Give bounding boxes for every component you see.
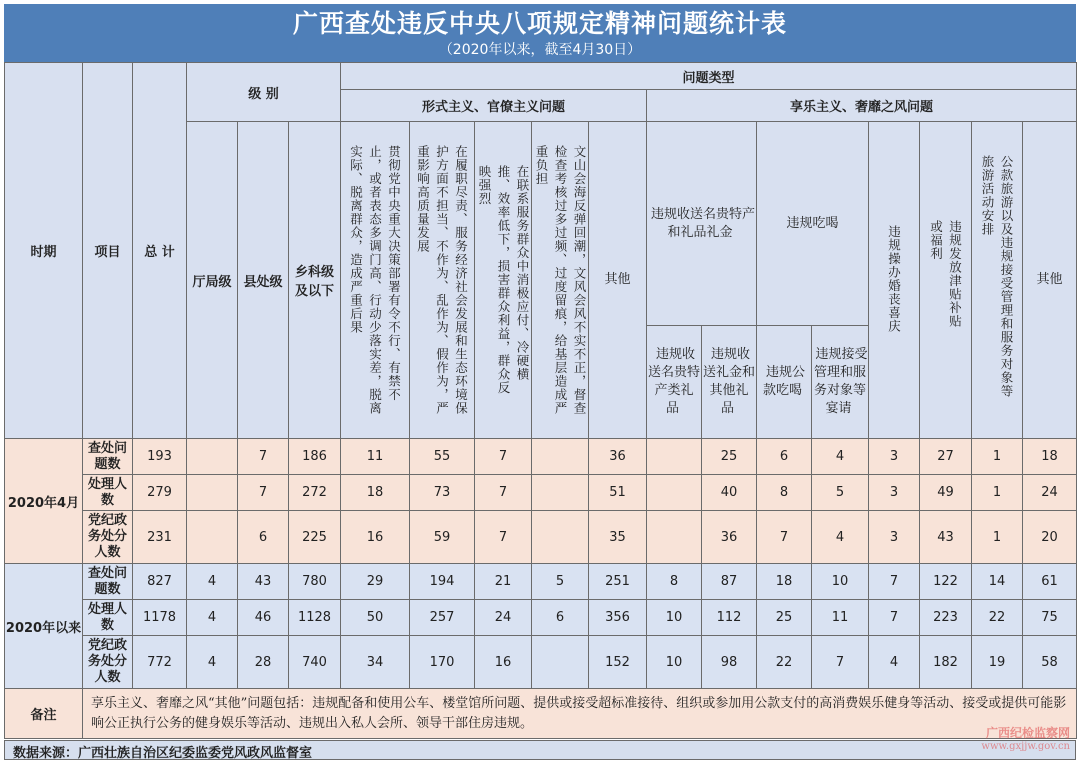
value-cell: 7: [475, 475, 532, 511]
value-cell: 29: [341, 564, 410, 600]
value-cell: 7: [475, 511, 532, 564]
header-item: 项目: [83, 63, 133, 439]
value-cell: 186: [289, 439, 341, 475]
value-cell: [647, 439, 702, 475]
value-cell: 18: [341, 475, 410, 511]
header-formalism-4: 文山会海反弹回潮，文风会风不实不正，督查检查考核过多过频、过度留痕，给基层造成严重负担: [532, 122, 589, 439]
value-cell: 7: [869, 600, 920, 636]
page-subtitle: （2020年以来，截至4月30日）: [438, 42, 642, 58]
page-title: 广西查处违反中央八项规定精神问题统计表: [292, 9, 787, 38]
value-cell: 16: [341, 511, 410, 564]
value-cell: 28: [238, 636, 289, 689]
value-cell: 740: [289, 636, 341, 689]
table-row: [5, 600, 1077, 636]
value-cell: 40: [702, 475, 757, 511]
value-cell: 73: [410, 475, 475, 511]
value-cell: 10: [812, 564, 869, 600]
header-gifts-group: 违规收送名贵特产和礼品礼金: [647, 122, 757, 326]
value-cell: 182: [920, 636, 972, 689]
value-cell: 55: [410, 439, 475, 475]
item-cell: 查处问题数: [83, 439, 133, 475]
value-cell: 356: [589, 600, 647, 636]
value-cell: 75: [1023, 600, 1077, 636]
value-cell: 3: [869, 475, 920, 511]
header-hedonism-other: 其他: [1023, 122, 1077, 439]
item-cell: 查处问题数: [83, 564, 133, 600]
value-cell: [187, 511, 238, 564]
source-text: 数据来源：广西壮族自治区纪委监委党风政风监督室: [13, 746, 313, 761]
value-cell: 827: [133, 564, 187, 600]
value-cell: 279: [133, 475, 187, 511]
value-cell: 61: [1023, 564, 1077, 600]
value-cell: 6: [757, 439, 812, 475]
value-cell: 1178: [133, 600, 187, 636]
period-cell: 2020年4月: [5, 439, 83, 564]
item-cell: 处理人数: [83, 475, 133, 511]
value-cell: 1: [972, 511, 1023, 564]
value-cell: 36: [702, 511, 757, 564]
header-level-ting: 厅局级: [187, 122, 238, 439]
value-cell: 223: [920, 600, 972, 636]
value-cell: 7: [757, 511, 812, 564]
header-hedonism: 享乐主义、奢靡之风问题: [647, 90, 1077, 122]
value-cell: 18: [757, 564, 812, 600]
header-formalism-3: 在联系服务群众中消极应付、冷硬横推、效率低下，损害群众利益，群众反映强烈: [475, 122, 532, 439]
value-cell: 7: [812, 636, 869, 689]
value-cell: 8: [647, 564, 702, 600]
value-cell: 5: [532, 564, 589, 600]
header-formalism-1: 贯彻党中央重大决策部署有令不行、有禁不止，或者表态多调门高、行动少落实差，脱离实际、脱离群众，造成严重后果: [341, 122, 410, 439]
value-cell: 22: [972, 600, 1023, 636]
value-cell: 27: [920, 439, 972, 475]
value-cell: 25: [757, 600, 812, 636]
value-cell: [532, 439, 589, 475]
header-gifts-cash: 违规收送礼金和其他礼品: [702, 326, 757, 439]
table-row: [5, 439, 1077, 475]
value-cell: 4: [187, 636, 238, 689]
header-row-1: [5, 63, 1077, 90]
value-cell: [532, 475, 589, 511]
value-cell: 98: [702, 636, 757, 689]
value-cell: 87: [702, 564, 757, 600]
value-cell: [647, 475, 702, 511]
value-cell: 22: [757, 636, 812, 689]
header-formalism-other: 其他: [589, 122, 647, 439]
value-cell: 35: [589, 511, 647, 564]
value-cell: 257: [410, 600, 475, 636]
value-cell: 43: [920, 511, 972, 564]
header-dining-group: 违规吃喝: [757, 122, 869, 326]
value-cell: 34: [341, 636, 410, 689]
value-cell: 225: [289, 511, 341, 564]
value-cell: 7: [238, 439, 289, 475]
value-cell: [647, 511, 702, 564]
table-row: [5, 511, 1077, 564]
value-cell: 152: [589, 636, 647, 689]
source-footer: [4, 740, 1076, 760]
header-dining-banquet: 违规接受管理和服务对象等宴请: [812, 326, 869, 439]
header-dining-public: 违规公款吃喝: [757, 326, 812, 439]
value-cell: 36: [589, 439, 647, 475]
value-cell: 4: [869, 636, 920, 689]
watermark-url: www.gxjjw.gov.cn: [981, 741, 1070, 752]
value-cell: 19: [972, 636, 1023, 689]
value-cell: 46: [238, 600, 289, 636]
value-cell: 6: [238, 511, 289, 564]
value-cell: 3: [869, 511, 920, 564]
header-problem-type: 问题类型: [341, 63, 1077, 90]
value-cell: [532, 511, 589, 564]
header-formalism-2: 在履职尽责、服务经济社会发展和生态环境保护方面不担当、不作为、乱作为、假作为，严重影响高质量发展: [410, 122, 475, 439]
header-gifts-specialty: 违规收送名贵特产类礼品: [647, 326, 702, 439]
value-cell: 6: [532, 600, 589, 636]
value-cell: 8: [757, 475, 812, 511]
value-cell: 10: [647, 636, 702, 689]
header-weddings: 违规操办婚丧喜庆: [869, 122, 920, 439]
value-cell: 25: [702, 439, 757, 475]
value-cell: 251: [589, 564, 647, 600]
value-cell: 122: [920, 564, 972, 600]
title-bar: [4, 4, 1076, 62]
note-row: [5, 689, 1077, 739]
value-cell: 18: [1023, 439, 1077, 475]
value-cell: 58: [1023, 636, 1077, 689]
value-cell: 1: [972, 475, 1023, 511]
value-cell: 112: [702, 600, 757, 636]
header-level: 级 别: [187, 63, 341, 122]
value-cell: 780: [289, 564, 341, 600]
value-cell: 10: [647, 600, 702, 636]
value-cell: [187, 475, 238, 511]
value-cell: 772: [133, 636, 187, 689]
statistics-table: [4, 62, 1077, 739]
header-tourism: 公款旅游以及违规接受管理和服务对象等旅游活动安排: [972, 122, 1023, 439]
value-cell: 1: [972, 439, 1023, 475]
item-cell: 党纪政务处分人数: [83, 636, 133, 689]
header-level-xian: 县处级: [238, 122, 289, 439]
note-text: 享乐主义、奢靡之风“其他”问题包括：违规配备和使用公车、楼堂馆所问题、提供或接受超标准接待、组织或参加用公款支付的高消费娱乐健身等活动、接受或提供可能影响公正执行公务的健身娱乐等活动、违规出入私人会所、领导干部住房违规。: [83, 689, 1077, 739]
value-cell: 21: [475, 564, 532, 600]
value-cell: 4: [187, 600, 238, 636]
header-total: 总 计: [133, 63, 187, 439]
value-cell: 20: [1023, 511, 1077, 564]
value-cell: 170: [410, 636, 475, 689]
value-cell: 43: [238, 564, 289, 600]
header-formalism: 形式主义、官僚主义问题: [341, 90, 647, 122]
header-allowances: 违规发放津贴补贴或福利: [920, 122, 972, 439]
value-cell: 1128: [289, 600, 341, 636]
value-cell: 4: [187, 564, 238, 600]
value-cell: 59: [410, 511, 475, 564]
value-cell: 49: [920, 475, 972, 511]
value-cell: 194: [410, 564, 475, 600]
watermark-name: 广西纪检监察网: [985, 726, 1070, 740]
value-cell: 231: [133, 511, 187, 564]
table-row: [5, 564, 1077, 600]
period-cell: 2020年以来: [5, 564, 83, 689]
value-cell: 11: [812, 600, 869, 636]
value-cell: 7: [475, 439, 532, 475]
item-cell: 党纪政务处分人数: [83, 511, 133, 564]
value-cell: 51: [589, 475, 647, 511]
item-cell: 处理人数: [83, 600, 133, 636]
value-cell: [187, 439, 238, 475]
value-cell: 4: [812, 439, 869, 475]
value-cell: 5: [812, 475, 869, 511]
header-period: 时期: [5, 63, 83, 439]
value-cell: 7: [869, 564, 920, 600]
watermark: [981, 726, 1070, 754]
value-cell: 3: [869, 439, 920, 475]
table-row: [5, 636, 1077, 689]
value-cell: 24: [1023, 475, 1077, 511]
value-cell: 16: [475, 636, 532, 689]
header-level-xiang: 乡科级及以下: [289, 122, 341, 439]
value-cell: 14: [972, 564, 1023, 600]
value-cell: 7: [238, 475, 289, 511]
value-cell: 193: [133, 439, 187, 475]
value-cell: 272: [289, 475, 341, 511]
note-label: 备注: [5, 689, 83, 739]
value-cell: 4: [812, 511, 869, 564]
value-cell: [532, 636, 589, 689]
value-cell: 24: [475, 600, 532, 636]
value-cell: 50: [341, 600, 410, 636]
table-row: [5, 475, 1077, 511]
value-cell: 11: [341, 439, 410, 475]
